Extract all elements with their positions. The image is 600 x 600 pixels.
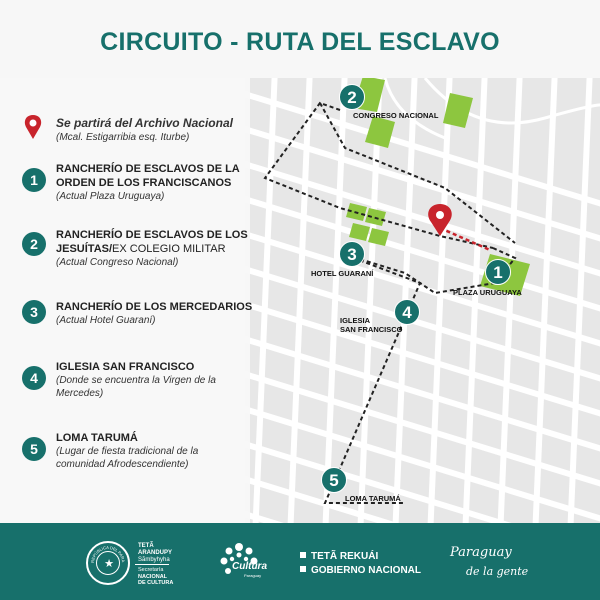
gov-line-2: GOBIERNO NACIONAL [300, 565, 421, 576]
map-label-loma: LOMA TARUMÁ [345, 494, 401, 503]
start-title: Se partirá del Archivo Nacional [56, 116, 233, 130]
map-badge-3: 3 [339, 241, 365, 267]
ministry-name: TETÃ ARANDUPY Sãmbyhyha [138, 543, 173, 563]
map-badge-2: 2 [339, 84, 365, 110]
city-map [245, 78, 600, 523]
stop-title: IGLESIA SAN FRANCISCO [56, 361, 195, 373]
stop-title: RANCHERÍO DE ESCLAVOS DE LOS JESUÍTAS/EX COLEGIO MILITAR [56, 229, 248, 255]
stop-title: LOMA TARUMÁ [56, 432, 138, 444]
svg-text:REPÚBLICA DEL PARAGUAY: REPÚBLICA DEL PARA [89, 544, 127, 564]
stop-badge: 3 [22, 300, 46, 324]
gov-line-1: TETÃ REKUÁI [300, 551, 378, 562]
header [0, 0, 600, 78]
slogan-line-2: de la gente [466, 565, 529, 578]
stop-badge: 2 [22, 232, 46, 256]
stop-title: RANCHERÍO DE ESCLAVOS DE LA ORDEN DE LOS FRANCISCANOS [56, 163, 240, 189]
stop-subtitle: (Actual Congreso Nacional) [56, 257, 179, 268]
stop-badge: 4 [22, 366, 46, 390]
stop-badge: 5 [22, 437, 46, 461]
stop-badge: 1 [22, 168, 46, 192]
stop-subtitle: (Actual Hotel Guaraní) [56, 315, 156, 326]
square-bullet-icon [300, 552, 306, 558]
national-seal-icon: REPÚBLICA DEL PARA ★ [86, 541, 130, 585]
page-title: CIRCUITO - RUTA DEL ESCLAVO [100, 28, 500, 56]
stop-subtitle: (Donde se encuentra la Virgen de la Mercedes) [56, 375, 216, 399]
stop-title: RANCHERÍO DE LOS MERCEDARIOS [56, 301, 253, 313]
map-label-hotel: HOTEL GUARANÍ [311, 269, 374, 278]
footer [0, 523, 600, 600]
footer-divider [135, 564, 169, 565]
start-subtitle: (Mcal. Estigarribia esq. Iturbe) [56, 132, 190, 143]
stop-subtitle: (Actual Plaza Uruguaya) [56, 191, 165, 202]
map-label-iglesia-1: IGLESIA [340, 316, 371, 325]
map-badge-1: 1 [485, 259, 511, 285]
slogan-line-1: Paraguay [450, 545, 512, 560]
cultura-logo-text: Cultura [232, 561, 267, 572]
map-badge-4: 4 [394, 299, 420, 325]
street-grid [245, 78, 600, 523]
map-label-plaza: PLAZA URUGUAYA [453, 288, 522, 297]
square-bullet-icon [300, 566, 306, 572]
secretaria-name: Secretaría NACIONAL DE CULTURA [138, 567, 174, 586]
cultura-logo-subtitle: Paraguay [244, 573, 262, 578]
map-label-iglesia-2: SAN FRANCISCO [340, 325, 403, 334]
location-pin-icon [22, 114, 44, 140]
map-label-congreso: CONGRESO NACIONAL [353, 111, 439, 120]
map-badge-5: 5 [321, 467, 347, 493]
stop-subtitle: (Lugar de fiesta tradicional de la comunidad Afrodescendiente) [56, 446, 199, 470]
